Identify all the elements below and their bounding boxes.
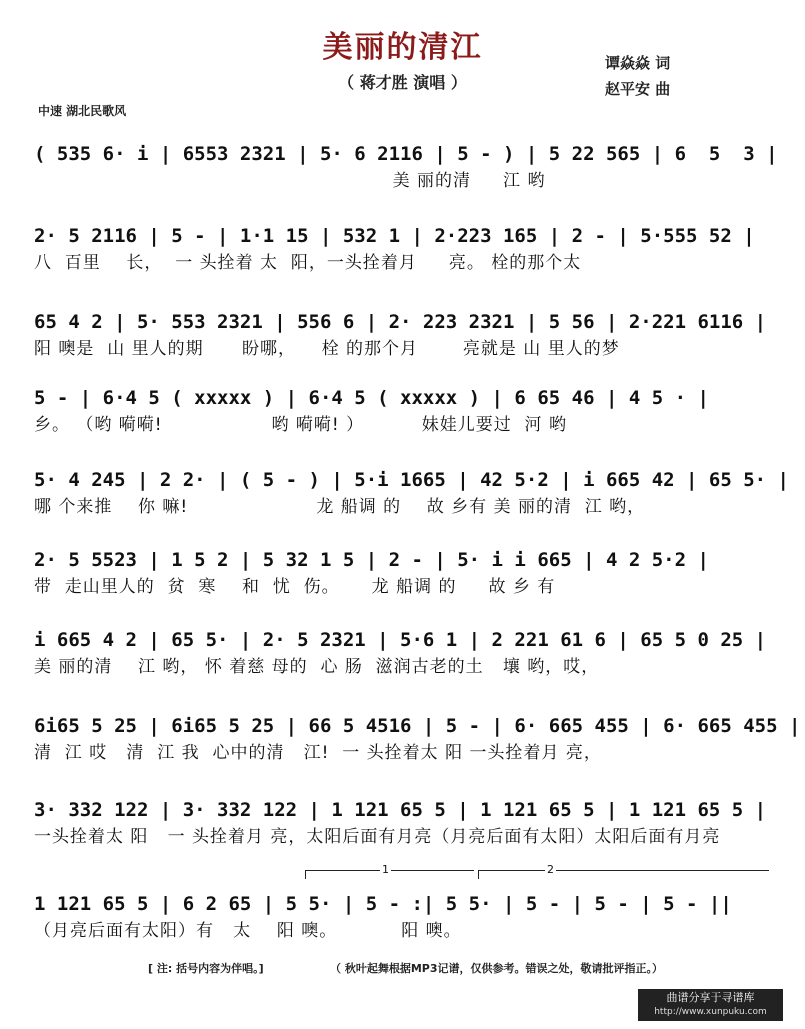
notation: 2· 5 2116 | 5 - | 1·1 15 | 532 1 | 2·223 165 | 2 - | 5·555 52 | bbox=[34, 225, 755, 247]
lyrics: 清 江 哎 清 江 我 心中的清 江! 一 头拴着太 阳 一头拴着月 亮， bbox=[34, 743, 602, 763]
notation: 3· 332 122 | 3· 332 122 | 1 121 65 5 | 1 121 65 5 | 1 121 65 5 | bbox=[34, 799, 767, 821]
lyrics: 乡。 （哟 嗬嗬! 哟 嗬嗬! ） 妹娃儿要过 河 哟 bbox=[34, 415, 567, 435]
credits bbox=[605, 50, 670, 102]
staff-line bbox=[34, 546, 774, 600]
notation: 5 - | 6·4 5 ( xxxxx ) | 6·4 5 ( xxxxx ) | 6 65 46 | 4 5 · | bbox=[34, 387, 709, 409]
staff-line bbox=[34, 796, 774, 850]
lyrics: 八 百里 长， 一 头拴着 太 阳，一头拴着月 亮。 栓的那个太 bbox=[34, 253, 582, 273]
staff-line bbox=[34, 222, 774, 276]
watermark-text: 曲谱分享于寻谱库 bbox=[666, 991, 755, 1004]
notation: i 665 4 2 | 65 5· | 2· 5 2321 | 5·6 1 | 2 221 61 6 | 65 5 0 25 | bbox=[34, 629, 767, 651]
staff-line bbox=[34, 712, 801, 766]
lyrics: 阳 噢是 山 里人的期 盼哪， 栓 的那个月 亮就是 山 里人的梦 bbox=[34, 339, 620, 359]
staff-line bbox=[34, 308, 774, 362]
song-title: 美丽的清江 bbox=[322, 30, 483, 65]
staff-line bbox=[34, 140, 778, 194]
notation: 6i65 5 25 | 6i65 5 25 | 66 5 4516 | 5 - | 6· 665 455 | 6· 665 455 | bbox=[34, 715, 801, 737]
accompaniment-note: [ 注: 括号内容为伴唱。] bbox=[148, 962, 264, 975]
lyrics: 哪 个来推 你 嘛! 龙 船调 的 故 乡有 美 丽的清 江 哟， bbox=[34, 497, 646, 517]
volta-bracket-2 bbox=[478, 870, 769, 879]
lyrics: 美 丽的清 江 哟， 怀 着慈 母的 心 肠 滋润古老的土 壤 哟，哎， bbox=[34, 657, 600, 677]
composer: 赵平安 曲 bbox=[605, 80, 671, 98]
lyrics: （月亮后面有太阳）有 太 阳 噢。 阳 噢。 bbox=[34, 921, 462, 941]
tempo-marking: 中速 湖北民歌风 bbox=[38, 104, 127, 118]
staff-line bbox=[34, 626, 774, 680]
lyricist: 谭焱焱 词 bbox=[605, 54, 671, 72]
volta-label-2: 2 bbox=[547, 863, 554, 876]
staff-line bbox=[34, 890, 774, 944]
performer: （ 蒋才胜 演唱 ） bbox=[338, 73, 467, 92]
staff-line bbox=[34, 384, 774, 438]
volta-label-1: 1 bbox=[382, 863, 389, 876]
notation: 1 121 65 5 | 6 2 65 | 5 5· | 5 - :| 5 5· | 5 - | 5 - | 5 - || bbox=[34, 893, 732, 915]
lyrics: 一头拴着太 阳 一 头拴着月 亮，太阳后面有月亮（月亮后面有太阳）太阳后面有月亮 bbox=[34, 827, 721, 847]
lyrics: 带 走山里人的 贫 寒 和 忧 伤。 龙 船调 的 故 乡 有 bbox=[34, 577, 556, 597]
notation: 5· 4 245 | 2 2· | ( 5 - ) | 5·i 1665 | 42 5·2 | i 665 42 | 65 5· | bbox=[34, 469, 789, 491]
staff-line bbox=[34, 466, 789, 520]
notation: ( 535 6· i | 6553 2321 | 5· 6 2116 | 5 - ) | 5 22 565 | 6 5 3 | bbox=[34, 143, 778, 165]
lyrics: 美 丽的清 江 哟 bbox=[34, 171, 546, 191]
notation: 2· 5 5523 | 1 5 2 | 5 32 1 5 | 2 - | 5· i i 665 | 4 2 5·2 | bbox=[34, 549, 709, 571]
transcriber-note: （ 秋叶起舞根据MP3记谱，仅供参考。错误之处，敬请批评指正。） bbox=[330, 962, 663, 975]
notation: 65 4 2 | 5· 553 2321 | 556 6 | 2· 223 2321 | 5 56 | 2·221 6116 | bbox=[34, 311, 767, 333]
watermark-url: http://www.xunpuku.com bbox=[654, 1007, 767, 1017]
watermark-badge bbox=[638, 989, 783, 1021]
